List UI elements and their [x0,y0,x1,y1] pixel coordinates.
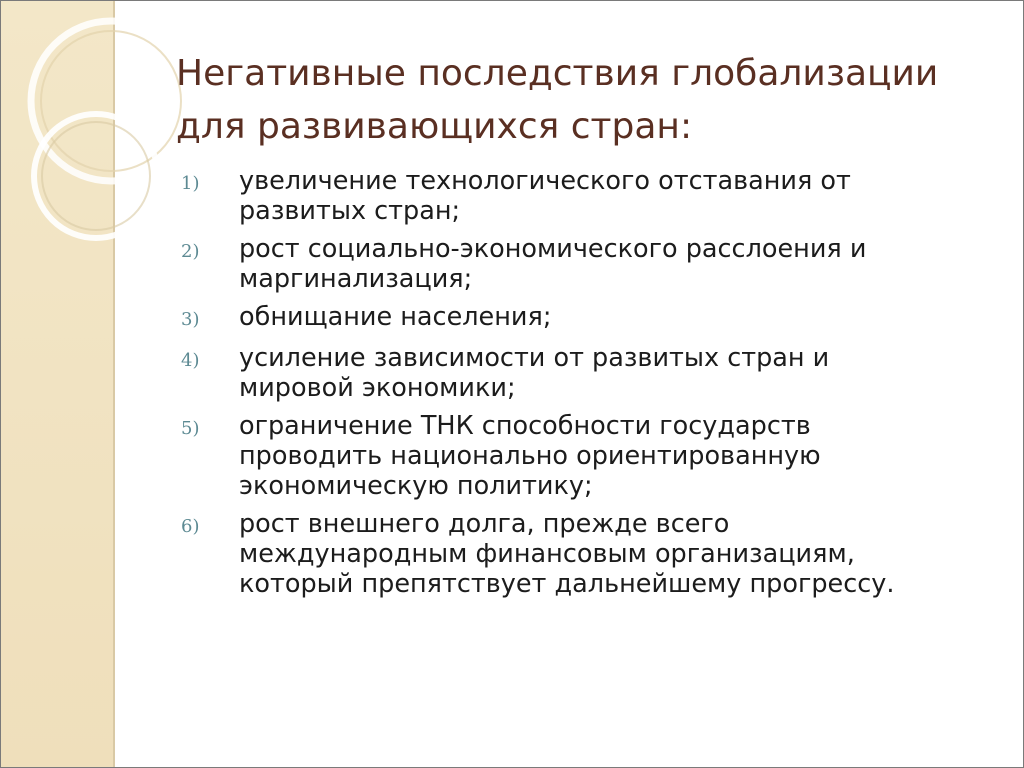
list-item-text: увеличение технологического отставания от развитых стран; [239,166,851,226]
list-item-text: обнищание населения; [239,302,552,332]
list-item-text: рост внешнего долга, прежде всего международным финансовым организациям, который препятствует дальнейшему прогрессу. [239,509,895,599]
decorative-rings [1,1,201,261]
list-item-number: 3) [181,309,200,330]
list-item [181,411,981,501]
list-item [181,234,981,294]
list-item [181,302,981,335]
list-item-text: усиление зависимости от развитых стран и мировой экономики; [239,343,830,403]
list-item-number: 2) [181,241,200,262]
list-item-number: 4) [181,350,200,371]
consequences-list [181,166,981,607]
list-item-text: рост социально-экономического расслоения и маргинализация; [239,234,867,294]
list-item-number: 6) [181,516,200,537]
slide-title: Негативные последствия глобализации для развивающихся стран: [176,53,939,147]
list-item-text: ограничение ТНК способности государств проводить национально ориентированную экономическую политику; [239,411,821,501]
list-item [181,343,981,403]
list-item [181,509,981,599]
list-item-number: 5) [181,418,200,439]
list-item-number: 1) [181,173,200,194]
list-item [181,166,981,226]
